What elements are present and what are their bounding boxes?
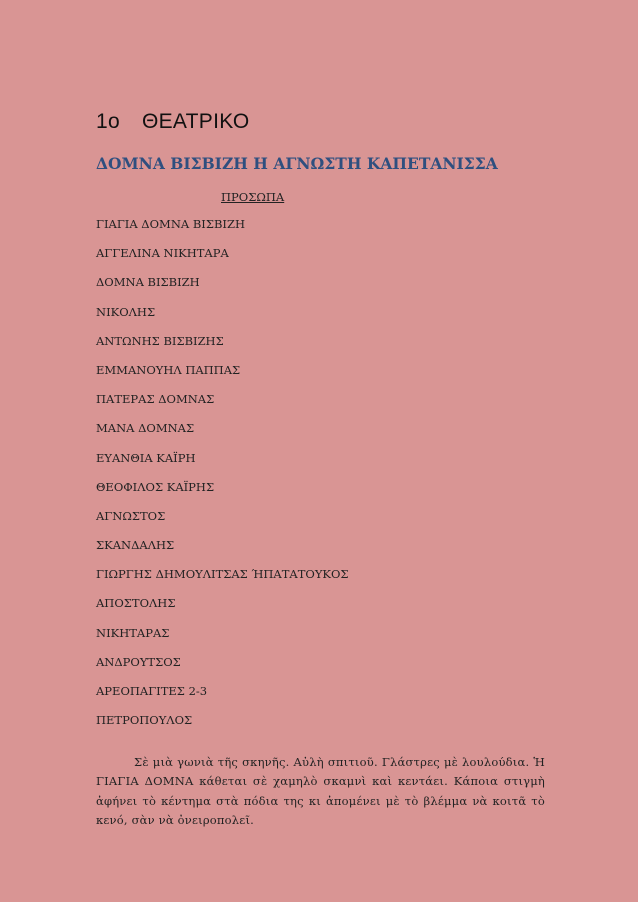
cast-member: ΣΚΑΝΔΑΛΗΣ: [96, 538, 175, 553]
cast-member: ΝΙΚΗΤΑΡΑΣ: [96, 625, 170, 640]
cast-list: [96, 216, 349, 741]
play-title: ΔΟΜΝΑ ΒΙΣΒΙΖΗ Η ΑΓΝΩΣΤΗ ΚΑΠΕΤΑΝΙΣΣΑ: [96, 154, 498, 173]
cast-member: ΑΠΟΣΤΟΛΗΣ: [96, 596, 176, 611]
stage-direction: Σὲ μιὰ γωνιὰ τῆς σκηνῆς. Αὐλὴ σπιτιοῦ. Γλάστρες μὲ λουλούδια. Ἡ ΓΙΑΓΙΑ ΔΟΜΝΑ κάθεται σὲ χαμηλὸ σκαμνὶ καὶ κεντάει. Κάποια στιγμὴ ἀφήνει τὸ κέντημα στὰ πόδια της κι ἀπομένει μὲ τὸ βλέμμα νὰ κοιτᾶ τὸ κενό, σὰν νὰ ὀνειροπολεῖ.: [96, 754, 545, 827]
section-heading: [96, 110, 250, 134]
cast-member: ΜΑΝΑ ΔΟΜΝΑΣ: [96, 421, 195, 436]
cast-member: ΔΟΜΝΑ ΒΙΣΒΙΖΗ: [96, 275, 200, 290]
cast-member: ΕΥΑΝΘΙΑ ΚΑΪΡΗ: [96, 450, 196, 465]
cast-member: ΓΙΩΡΓΗΣ ΔΗΜΟΥΛΙΤΣΑΣ ΉΠΑΤΑΤΟΥΚΟΣ: [96, 567, 349, 582]
cast-member: ΑΓΓΕΛΙΝΑ ΝΙΚΗΤΑΡΑ: [96, 246, 229, 261]
persons-heading: ΠΡΟΣΩΠΑ: [221, 190, 285, 204]
cast-member: ΑΝΔΡΟΥΤΣΟΣ: [96, 654, 181, 669]
cast-member: ΑΝΤΩΝΗΣ ΒΙΣΒΙΖΗΣ: [96, 333, 224, 348]
cast-member: ΕΜΜΑΝΟΥΗΛ ΠΑΠΠΑΣ: [96, 362, 241, 377]
section-label: ΘΕΑΤΡΙΚΟ: [141, 110, 250, 133]
cast-member: ΠΑΤΕΡΑΣ ΔΟΜΝΑΣ: [96, 392, 215, 407]
cast-member: ΓΙΑΓΙΑ ΔΟΜΝΑ ΒΙΣΒΙΖΗ: [96, 217, 245, 231]
cast-member: ΑΡΕΟΠΑΓΙΤΕΣ 2-3: [96, 684, 208, 698]
cast-member: ΑΓΝΩΣΤΟΣ: [96, 508, 166, 523]
section-number: 1ο: [96, 110, 120, 133]
cast-member: ΘΕΟΦΙΛΟΣ ΚΑΪΡΗΣ: [96, 479, 215, 494]
cast-member: ΠΕΤΡΟΠΟΥΛΟΣ: [96, 713, 193, 728]
cast-member: ΝΙΚΟΛΗΣ: [96, 304, 156, 319]
